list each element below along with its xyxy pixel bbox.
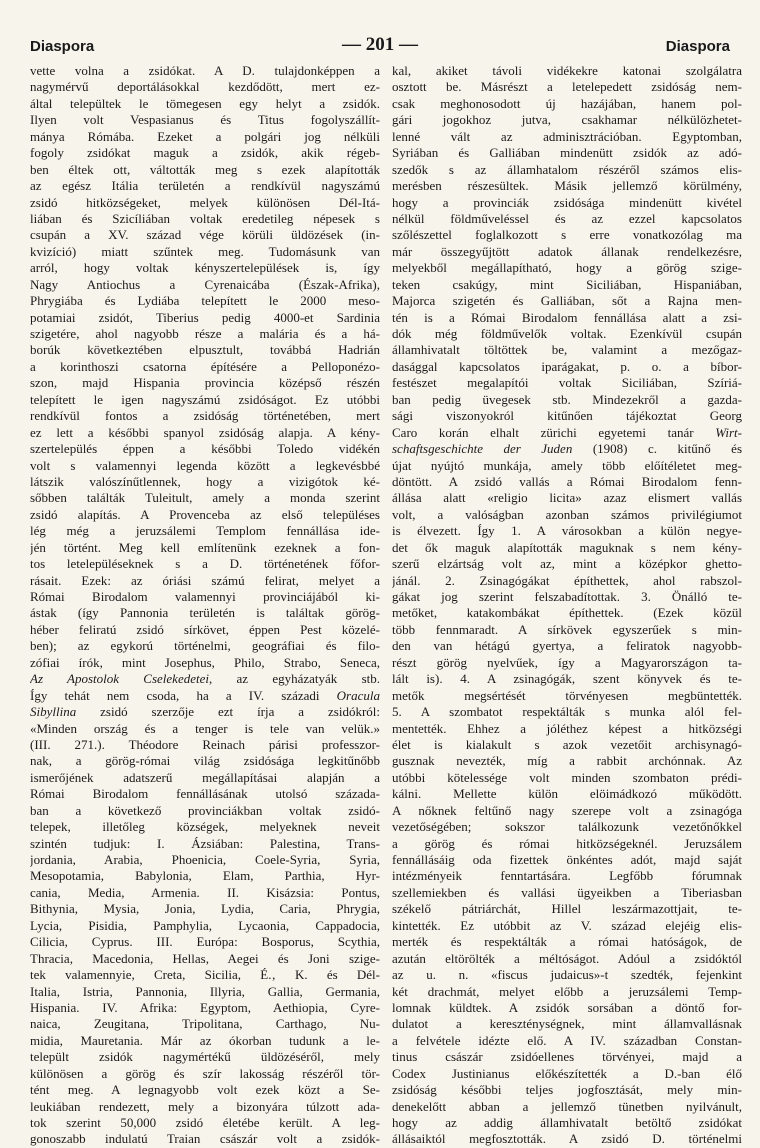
text-line: már összegyűjtött adatok állanak rendelkezésre, <box>392 243 742 259</box>
page-number: — 201 — <box>342 34 418 55</box>
text-line: Nagy Antiochus a Cyrenaicába (Észak-Afrika), <box>30 276 380 292</box>
text-line: dasággal kapcsolatos iparágakat, p. o. a bíbor- <box>392 358 742 374</box>
text-line: kal, akiket távoli vidékekre katonai szolgálatra <box>392 63 742 78</box>
text-line: (III. 271.). Théodore Reinach párisi professzor- <box>30 736 380 752</box>
text-line: élet is kialakult s azok vezetőit archisynagó- <box>392 736 742 752</box>
text-line: Ilyen volt Vespasianus és Titus fogolyszállít- <box>30 112 380 128</box>
text-line: utóbbi kötelessége volt minden szombaton prédi- <box>392 769 742 785</box>
text-line: denekelőtt abban a jellemző tünetben nyilvánult, <box>392 1098 742 1114</box>
header-right-title: Diaspora <box>665 38 730 55</box>
text-line: jén történt. Meg kell említenünk ezeknek a fon- <box>30 539 380 555</box>
text-line: több fennmaradt. A sírkövek egyszerűek s min- <box>392 621 742 637</box>
text-line: «Minden ország és a tenger is tele van velük.» <box>30 720 380 736</box>
text-line: leukiában rendezett, mely a bizonyára túlzott ada- <box>30 1098 380 1114</box>
text-line: látszik valószínűtlennek, hogy a vizigótok ké- <box>30 473 380 489</box>
text-line: zsidó alapítás. A Provenceba az első településes <box>30 506 380 522</box>
text-line: állása alatt «religio licita» azaz elismert vallás <box>392 490 742 506</box>
text-line: festészet megalapítói voltak Siciliában, Szíriá- <box>392 375 742 391</box>
text-line: szertelepülés éppen a későbbi Toledo vidékén <box>30 441 380 457</box>
text-line: ismerőjének adatszerű megállapításai alapján a <box>30 769 380 785</box>
text-line: ástak (így Pannonia területén is találtak görög- <box>30 605 380 621</box>
text-line: dulatot a kereszténységnek, mint államvallásnak <box>392 1016 742 1032</box>
text-line: fennállásáig oda fizettek önkéntes adót, majd saját <box>392 852 742 867</box>
text-line: Cilicia, Cyprus. III. Európa: Bosporus, Scythia, <box>30 934 380 950</box>
text-line: cania, Media, Armenia. II. Kisázsia: Pontus, <box>30 884 380 900</box>
text-line: települt zsidók nagymértékű üldözéséről, mely <box>30 1049 380 1065</box>
text-line: Caro korán elhalt zürichi egyetemi tanár Wirt- <box>392 424 742 440</box>
text-line: kvizíció) miatt szűntek meg. Tudomásunk van <box>30 243 380 259</box>
text-line: tinus császár zsidóellenes törvényei, majd a <box>392 1049 742 1065</box>
header-left-title: Diaspora <box>30 38 95 55</box>
text-line: két drachmát, melyet előbb a jeruzsálemi Temp- <box>392 983 742 999</box>
text-line: lomnak küldtek. A zsidók sorsában a döntő for- <box>392 999 742 1015</box>
text-line: vezetőségében; sokszor találkozunk vezetőnőkkel <box>392 819 742 835</box>
text-line: liában és Szicíliában voltak eredetileg népesek s <box>30 210 380 226</box>
text-line: intézményeik fenntartására. Legfőbb fórumnak <box>392 868 742 884</box>
text-line: tek valamennyie, Creta, Sicilia, É.‚ K. és Dél- <box>30 967 380 983</box>
text-line: tén is a Római Birodalom fennállása alatt a zsi- <box>392 309 742 325</box>
text-line: Phrygiába és Lydiába telepített le 2000 meso- <box>30 293 380 309</box>
text-line: Az Apostolok Cselekedetei, az egyházatyák stb. <box>30 671 380 687</box>
text-line: telepek, illetőleg községek, melyeknek neveit <box>30 819 380 835</box>
text-line: a korinthoszi csatorna építésére a Pelloponézo- <box>30 358 380 374</box>
text-line: szőlészettel foglalkozott s erre vonatkozólag ma <box>392 227 742 243</box>
text-line: zsidóság későbbi teljes jogfosztását, mely min- <box>392 1082 742 1098</box>
text-line: gákat jog szerint felszabadítottak. 3. Önálló te- <box>392 589 742 604</box>
text-line: tok szerint 50,000 zsidó életébe került. A leg- <box>30 1115 380 1130</box>
text-line: Majorca szigetén és Galliában, sőt a Rajna men- <box>392 293 742 309</box>
text-line: kálni. Mellette külön elöimádkozó működött. <box>392 786 742 802</box>
text-line: állásaiktól megfosztották. A zsidó D. történelmi <box>392 1131 742 1147</box>
text-line: det ők maguk alapították maguknak s nem kény- <box>392 539 742 555</box>
text-line: szellemiekben és vallási ügyeikben a Tiberiasban <box>392 884 742 900</box>
text-line: sőbben találták Tuleitult, amely a monda szerint <box>30 490 380 506</box>
text-line: schaftsgeschichte der Juden (1908) c. kitűnő és <box>392 441 742 457</box>
text-line: volt, a valóságban azonban számos privilégiumot <box>392 506 742 522</box>
text-line: hogy a provinciák zsidósága mindenütt kivétel <box>392 194 742 210</box>
text-line: nak, a görög-római világ zsidósága legkitűnőbb <box>30 753 380 769</box>
text-line: is élvezett. Így 1. A városokban a külön negye- <box>392 523 742 539</box>
text-line: Hispania. IV. Afrika: Egyptom, Aethiopia, Cyre- <box>30 999 380 1015</box>
text-line: a görög és római hitközségeknél. Jeruzsálem <box>392 835 742 851</box>
text-line: döntött. A zsidó vallás a Római Birodalom fenn- <box>392 473 742 489</box>
text-line: csak meghonosodott új hazájában, hanem pol- <box>392 95 742 111</box>
text-line: Thracia, Macedonia, Hellas, Aegei és Joni szige- <box>30 950 380 966</box>
text-line: Lycia, Pisidia, Pamphylia, Lycaonia, Cappadocia, <box>30 917 380 933</box>
text-line: szedők s az államhatalom részéről számos elis- <box>392 161 742 177</box>
text-line: rendkívül fontos a zsidóság történetében, mert <box>30 408 380 424</box>
text-line: potamiai zsidót, Tiberius pedig 4000-et Sardinia <box>30 309 380 325</box>
text-line: Bithynia, Mysia, Jonia, Lydia, Caria, Phrygia, <box>30 901 380 917</box>
text-line: 5. A szombatot respektálták s munka alól fel- <box>392 704 742 720</box>
text-line: naica, Zeugitana, Tripolitana, Carthago, Nu- <box>30 1016 380 1032</box>
text-line: dók még földművelők voltak. Ezenkívül csupán <box>392 326 742 341</box>
text-line: Mesopotamia, Babylonia, Elam, Parthia, Hyr- <box>30 868 380 884</box>
text-line: teken csakúgy, mint Siciliában, Hispaniában, <box>392 276 742 292</box>
text-line: lég még a jeruzsálemi Templom fennállása ide- <box>30 523 380 539</box>
text-line: fogoly zsidókat maguk a zsidók, akik régeb- <box>30 145 380 161</box>
text-line: metők megsértését törvényesen megbüntették. <box>392 687 742 703</box>
text-line: Római Birodalom valamennyi provinciájából ki- <box>30 589 380 604</box>
text-line: szintén tudjuk: I. Ázsiában: Palestina, Trans- <box>30 835 380 851</box>
text-line: tos letelepüléseknek s a D. történetének főfor- <box>30 556 380 572</box>
text-line: székelő pátriárchát, Hillel leszármazottjait, te- <box>392 901 742 917</box>
text-line: mentették. Ehhez a jóléthez képest a hitközségi <box>392 720 742 736</box>
text-line: lenné vált az adminisztrációban. Egyptomban, <box>392 128 742 144</box>
text-line: ez lett a későbbi spanyol zsidóság alapja. A kény- <box>30 424 380 440</box>
text-line: gonoszabb indulatú Traian császár volt a zsidók- <box>30 1131 380 1147</box>
page-header <box>30 34 730 56</box>
text-line: héber feliratú zsidó sírkövet, éppen Pest közelé- <box>30 621 380 637</box>
text-line: a felvétele idézte elő. A IV. században Constan- <box>392 1032 742 1048</box>
left-text-column <box>30 63 380 1148</box>
text-line: nélkül földműveléssel és az ezzel kapcsolatos <box>392 210 742 226</box>
text-line: merték és respektálták a római hatóságok, de <box>392 934 742 950</box>
text-line: nagymérvű deportálásokkal kezdődött, mert ez- <box>30 79 380 95</box>
text-line: midia, Mauretania. Már az ókorban tudunk a le- <box>30 1032 380 1048</box>
text-line: lált is). 4. A zsinagógák, szent könyvek és te- <box>392 671 742 687</box>
text-line: azután eltörölték a méltóságot. Adóul a zsidóktól <box>392 950 742 966</box>
text-line: hogy az addig államhivatalt betöltő zsidókat <box>392 1115 742 1130</box>
text-line: Sibyllina zsidó szerzője ezt írja a zsidókról: <box>30 704 380 720</box>
text-line: osztott be. Másrészt a letelepedett zsidóság nem- <box>392 79 742 95</box>
text-line: vette volna a zsidókat. A D. tulajdonképpen a <box>30 63 380 78</box>
text-line: szigetére, ahol nagyobb része a malária és a há- <box>30 326 380 341</box>
text-line: különösen a görög és szír lakosság részéről tör- <box>30 1065 380 1081</box>
text-line: tént meg. A legnagyobb volt ezek közt a Se- <box>30 1082 380 1098</box>
text-line: volt s valamennyi legenda között a legkevésbbé <box>30 457 380 473</box>
text-line: merésben részesültek. Másik jellemző körülmény, <box>392 178 742 194</box>
text-line: ben éltek ott, váltották meg s ezek alapították <box>30 161 380 177</box>
text-line: csupán a XV. század vége körüli üldözések (in- <box>30 227 380 243</box>
text-line: ban pedig üvegesek stb. Mindezekről a gazda- <box>392 391 742 407</box>
text-line: telepített le igen nagyszámú zsidóságot. Ez utóbbi <box>30 391 380 407</box>
text-line: Így tehát nem csoda, ha a IV. századi Oracula <box>30 687 380 703</box>
text-line: az u. n. «fiscus judaicus»-t szedték, fejenkint <box>392 967 742 983</box>
text-line: borúk következtében elpusztult, továbbá Hadrián <box>30 342 380 358</box>
text-line: szon, majd Hispania provincia középső részén <box>30 375 380 391</box>
text-line: államhivatalt töltöttek be, valamint a mezőgaz- <box>392 342 742 358</box>
text-line: az egész Itália területén a rendkívül nagyszámú <box>30 178 380 194</box>
text-line: Syriában és Galliában mindenütt zsidók az adó- <box>392 145 742 161</box>
text-line: zsidó hitközségeket, melyek különösen Dél-Itá- <box>30 194 380 210</box>
text-line: metőket, katakombákat építhettek. (Ezek közül <box>392 605 742 621</box>
text-line: Római Birodalom fennállásának utolsó százada- <box>30 786 380 802</box>
text-line: részt görög nyelvűek, így a Magyarországon ta- <box>392 654 742 670</box>
text-line: által települtek le tömegesen egy helyt a zsidók. <box>30 95 380 111</box>
text-line: gári jogokhoz jutva, csakhamar nélkülözhetet- <box>392 112 742 128</box>
text-line: jordania, Arabia, Phoenicia, Coele-Syria, Syria, <box>30 852 380 867</box>
text-line: gusznak nevezték, míg a rabbit archónnak. Az <box>392 753 742 769</box>
text-line: arról, hogy voltak kényszertelepülések is, így <box>30 260 380 276</box>
text-line: ban a következő provinciákban voltak zsidó- <box>30 802 380 818</box>
text-line: den van hétágú gyertya, a feliratok nagyobb- <box>392 638 742 654</box>
text-line: sági viszonyokról kitűnően tájékoztat Georg <box>392 408 742 424</box>
text-line: Italia, Istria, Pannonia, Illyria, Gallia, Germania, <box>30 983 380 999</box>
text-line: melyekből megállapítható, hogy a görög szige- <box>392 260 742 276</box>
text-line: szerű elzártság volt az, mint a középkor ghetto- <box>392 556 742 572</box>
text-line: kintették. Ez utóbbit az V. század elejéig elis- <box>392 917 742 933</box>
text-line: jánál. 2. Zsinagógákat építhettek, ahol rabszol- <box>392 572 742 588</box>
text-line: újat nyújtó munkája, amely több előítéletet meg- <box>392 457 742 473</box>
text-line: rásait. Ezek: az óriási számú felirat, melyet a <box>30 572 380 588</box>
text-line: Codex Justinianus előkészítették a D.-ban élő <box>392 1065 742 1081</box>
text-line: A nőknek feltűnő nagy szerepe volt a zsinagóga <box>392 802 742 818</box>
text-line: zófiai írók, mint Josephus, Philo, Strabo, Seneca, <box>30 654 380 670</box>
right-text-column <box>392 63 742 1148</box>
text-line: ben); az egykorú történelmi, geográfiai és filo- <box>30 638 380 654</box>
text-line: mánya Rómába. Ezeket a polgári jog nélküli <box>30 128 380 144</box>
